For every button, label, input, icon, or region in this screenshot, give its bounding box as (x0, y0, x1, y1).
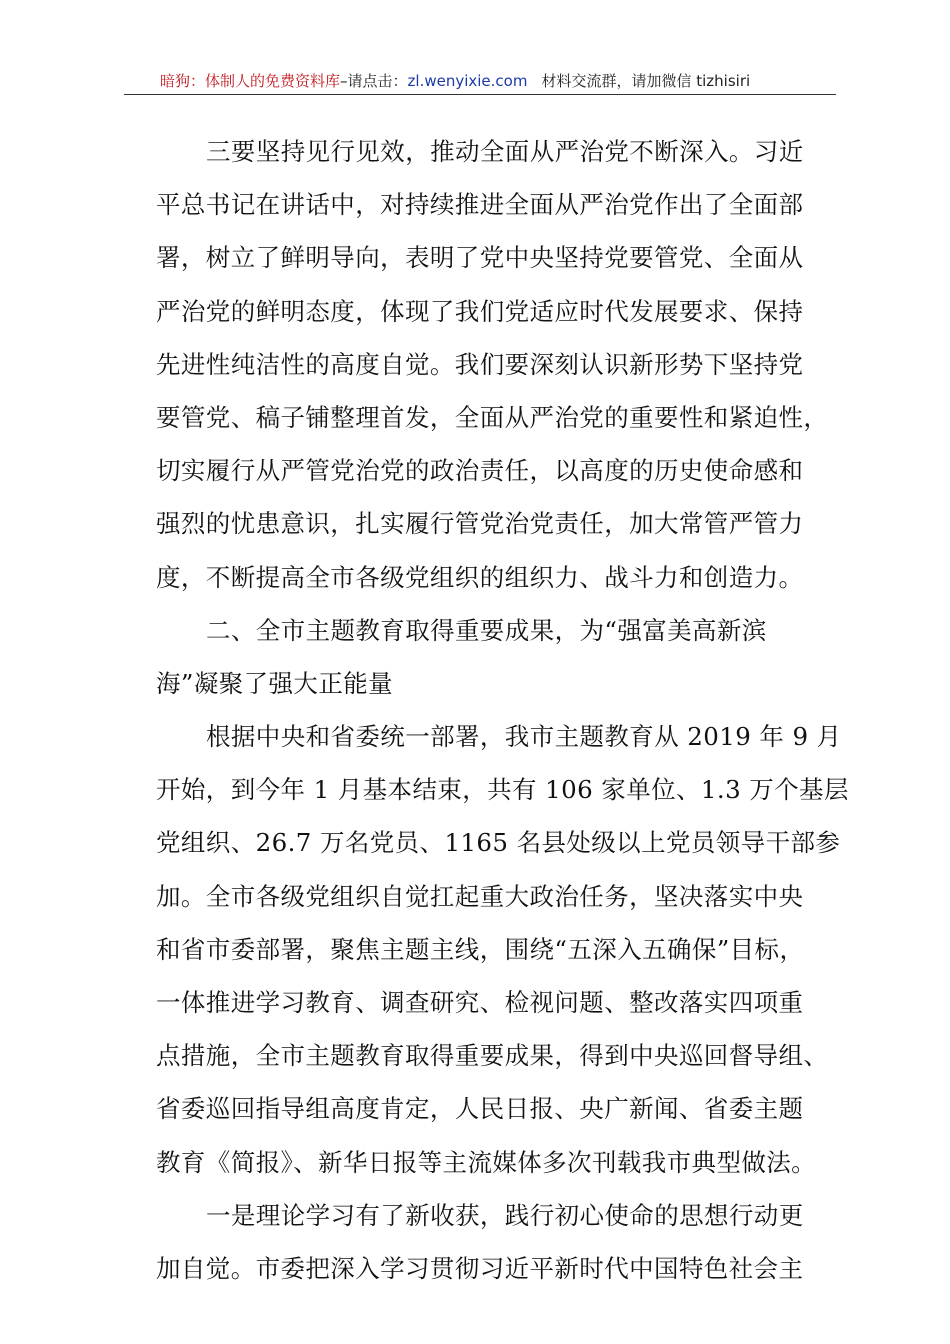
text-line: 署，树立了鲜明导向，表明了党中央坚持党要管党、全面从 (156, 243, 804, 273)
text-line: 和省市委部署，聚焦主题主线，围绕“五深入五确保”目标， (156, 934, 805, 964)
text-line: 开始，到今年 1 月基本结束，共有 106 家单位、1.3 万个基层 (156, 775, 849, 805)
header-click-prompt: –请点击： (340, 72, 408, 90)
text-line: 省委巡回指导组高度肯定，人民日报、央广新闻、省委主题 (156, 1094, 804, 1124)
text-line: 度，不断提高全市各级党组织的组织力、战斗力和创造力。 (156, 562, 804, 592)
text-line: 加。全市各级党组织自觉扛起重大政治任务，坚决落实中央 (156, 881, 804, 911)
text-line: 要管党、稿子铺整理首发，全面从严治党的重要性和紧迫性， (156, 402, 829, 432)
section-heading-line: 二、全市主题教育取得重要成果，为“强富美高新滨 (206, 615, 767, 645)
text-line: 根据中央和省委统一部署，我市主题教育从 2019 年 9 月 (206, 722, 842, 752)
text-line: 三要坚持见行见效，推动全面从严治党不断深入。习近 (206, 137, 804, 166)
text-line: 点措施，全市主题教育取得重要成果，得到中央巡回督导组、 (156, 1041, 829, 1071)
text-line: 一是理论学习有了新收获，践行初心使命的思想行动更 (206, 1200, 804, 1230)
section-heading-line: 海”凝聚了强大正能量 (156, 668, 394, 698)
header-brand: 暗狗：体制人的免费资料库 (160, 72, 341, 90)
text-line: 切实履行从严管党治党的政治责任，以高度的历史使命感和 (156, 456, 804, 486)
header-url-link[interactable]: zl.wenyixie.com (407, 72, 528, 90)
header-divider (124, 94, 836, 95)
header-contact: 材料交流群，请加微信 tizhisiri (541, 72, 751, 90)
text-line: 一体推进学习教育、调查研究、检视问题、整改落实四项重 (156, 988, 804, 1017)
text-line: 严治党的鲜明态度，体现了我们党适应时代发展要求、保持 (156, 296, 804, 326)
text-line: 党组织、26.7 万名党员、1165 名县处级以上党员领导干部参 (156, 828, 841, 858)
text-line: 先进性纯洁性的高度自觉。我们要深刻认识新形势下坚持党 (156, 349, 804, 379)
text-line: 加自觉。市委把深入学习贯彻习近平新时代中国特色社会主 (156, 1253, 804, 1283)
page-header (160, 70, 840, 96)
text-line: 平总书记在讲话中，对持续推进全面从严治党作出了全面部 (156, 190, 804, 220)
text-line: 教育《简报》、新华日报等主流媒体多次刊载我市典型做法。 (156, 1147, 817, 1177)
document-body (156, 125, 849, 1295)
text-line: 强烈的忧患意识，扎实履行管党治党责任，加大常管严管力 (156, 509, 804, 539)
